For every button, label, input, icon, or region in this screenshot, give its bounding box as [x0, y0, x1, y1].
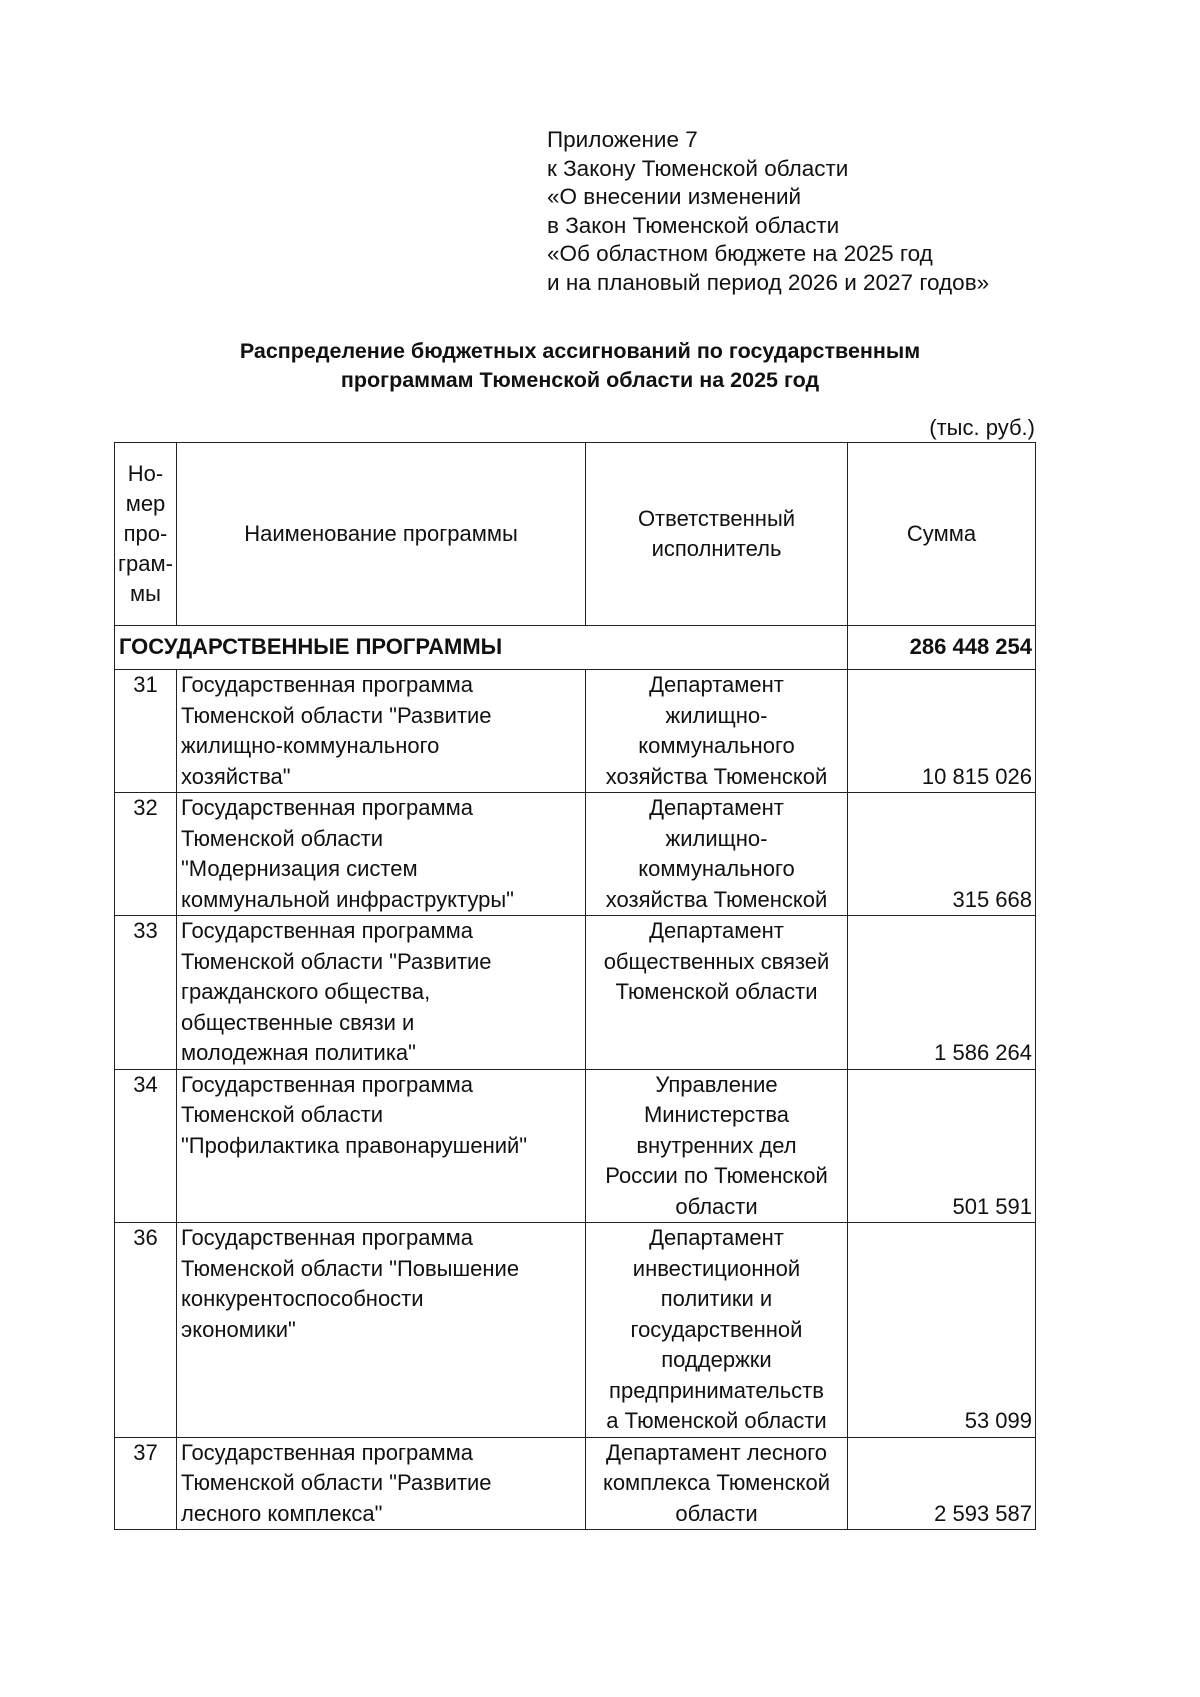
- responsible-line: Департамент: [649, 795, 784, 820]
- row-responsible: [586, 670, 848, 793]
- appendix-line: к Закону Тюменской области: [547, 155, 849, 181]
- row-sum: 53 099: [848, 1223, 1036, 1438]
- name-line: Государственная программа: [181, 795, 473, 820]
- responsible-line: Тюменской области: [615, 979, 818, 1004]
- name-line: экономики": [181, 1316, 296, 1342]
- total-label: ГОСУДАРСТВЕННЫЕ ПРОГРАММЫ: [115, 626, 848, 670]
- row-number: 37: [115, 1437, 177, 1530]
- table-row: [115, 1437, 1036, 1530]
- name-line: "Модернизация систем: [181, 856, 418, 881]
- responsible-line: а Тюменской области: [606, 1408, 827, 1433]
- responsible-line: коммунального: [638, 733, 795, 758]
- row-number: 33: [115, 916, 177, 1070]
- responsible-line: Департамент: [649, 1225, 784, 1250]
- title-line: Распределение бюджетных ассигнований по государственным: [239, 339, 921, 363]
- name-line: молодежная политика": [181, 1040, 416, 1065]
- responsible-line: поддержки: [661, 1347, 772, 1372]
- row-number: 36: [115, 1223, 177, 1438]
- header-number: [115, 443, 177, 626]
- responsible-line: Департамент: [649, 672, 784, 697]
- responsible-line: инвестиционной: [632, 1255, 801, 1281]
- row-responsible: [586, 793, 848, 916]
- header-number-line: мер: [125, 491, 166, 516]
- row-responsible: [586, 1069, 848, 1223]
- responsible-line: коммунального: [638, 856, 795, 881]
- responsible-line: России по Тюменской: [605, 1163, 828, 1188]
- header-responsible-line: исполнитель: [651, 536, 782, 561]
- table-row: [115, 1069, 1036, 1223]
- header-number-line: Но-: [127, 461, 164, 486]
- responsible-line: Управление: [655, 1071, 778, 1097]
- responsible-line: Министерства: [643, 1102, 790, 1127]
- name-line: Государственная программа: [181, 1225, 473, 1250]
- name-line: хозяйства": [181, 763, 291, 789]
- row-sum: 2 593 587: [848, 1437, 1036, 1530]
- appendix-line: «О внесении изменений: [547, 184, 802, 209]
- header-number-line: грам-: [118, 551, 173, 576]
- name-line: Тюменской области: [181, 1102, 384, 1127]
- name-line: лесного комплекса": [181, 1500, 383, 1526]
- responsible-line: жилищно-: [665, 702, 768, 728]
- name-line: коммунальной инфраструктуры": [181, 886, 514, 912]
- name-line: Государственная программа: [181, 1439, 473, 1465]
- table-row: [115, 1223, 1036, 1438]
- appendix-line: «Об областном бюджете на 2025 год: [547, 241, 933, 266]
- responsible-line: области: [675, 1193, 758, 1219]
- appendix-line: и на плановый период 2026 и 2027 годов»: [547, 269, 990, 295]
- name-line: гражданского общества,: [181, 979, 431, 1004]
- name-line: Тюменской области "Развитие: [181, 948, 492, 974]
- responsible-line: области: [675, 1500, 758, 1526]
- name-line: Тюменской области "Развитие: [181, 1470, 492, 1495]
- responsible-line: хозяйства Тюменской: [605, 763, 828, 789]
- row-number: 31: [115, 670, 177, 793]
- responsible-line: хозяйства Тюменской: [605, 886, 828, 912]
- name-line: Тюменской области "Повышение: [181, 1255, 520, 1281]
- name-line: "Профилактика правонарушений": [181, 1132, 528, 1158]
- total-sum: 286 448 254: [848, 626, 1036, 670]
- row-sum: 315 668: [848, 793, 1036, 916]
- row-sum: 10 815 026: [848, 670, 1036, 793]
- responsible-line: внутренних дел: [636, 1132, 797, 1158]
- name-line: Тюменской области: [181, 825, 384, 851]
- responsible-line: государственной: [630, 1316, 803, 1342]
- row-program-name: [177, 1223, 586, 1438]
- responsible-line: комплекса Тюменской: [602, 1470, 831, 1495]
- header-responsible-line: Ответственный: [637, 506, 796, 531]
- budget-table: [114, 442, 1036, 1530]
- document-title: [115, 337, 1045, 395]
- header-number-line: про-: [123, 521, 168, 546]
- header-responsible: [586, 443, 848, 626]
- row-sum: 501 591: [848, 1069, 1036, 1223]
- table-row: [115, 793, 1036, 916]
- header-number-line: мы: [130, 581, 161, 606]
- name-line: Государственная программа: [181, 918, 473, 943]
- appendix-block: [547, 126, 989, 297]
- header-sum: Сумма: [848, 443, 1036, 626]
- name-line: Тюменской области "Развитие: [181, 702, 492, 728]
- table-header-row: [115, 443, 1036, 626]
- row-program-name: [177, 793, 586, 916]
- name-line: Государственная программа: [181, 672, 473, 697]
- responsible-line: Департамент: [649, 918, 784, 943]
- appendix-line: Приложение 7: [547, 127, 698, 152]
- row-program-name: [177, 1437, 586, 1530]
- name-line: общественные связи и: [181, 1009, 415, 1035]
- appendix-line: в Закон Тюменской области: [547, 212, 840, 238]
- header-name: Наименование программы: [177, 443, 586, 626]
- table-row: [115, 916, 1036, 1070]
- row-number: 34: [115, 1069, 177, 1223]
- row-program-name: [177, 916, 586, 1070]
- row-program-name: [177, 1069, 586, 1223]
- row-sum: 1 586 264: [848, 916, 1036, 1070]
- responsible-line: жилищно-: [665, 825, 768, 851]
- row-responsible: [586, 916, 848, 1070]
- table-row: [115, 670, 1036, 793]
- row-responsible: [586, 1437, 848, 1530]
- row-program-name: [177, 670, 586, 793]
- name-line: жилищно-коммунального: [181, 733, 440, 758]
- name-line: конкурентоспособности: [181, 1286, 424, 1311]
- row-responsible: [586, 1223, 848, 1438]
- title-line: программам Тюменской области на 2025 год: [340, 368, 820, 392]
- name-line: Государственная программа: [181, 1071, 473, 1097]
- responsible-line: предпринимательств: [609, 1377, 824, 1403]
- units-label: (тыс. руб.): [929, 415, 1035, 440]
- total-row: [115, 626, 1036, 670]
- responsible-line: политики и: [660, 1286, 773, 1311]
- responsible-line: общественных связей: [603, 948, 830, 974]
- row-number: 32: [115, 793, 177, 916]
- responsible-line: Департамент лесного: [605, 1439, 828, 1465]
